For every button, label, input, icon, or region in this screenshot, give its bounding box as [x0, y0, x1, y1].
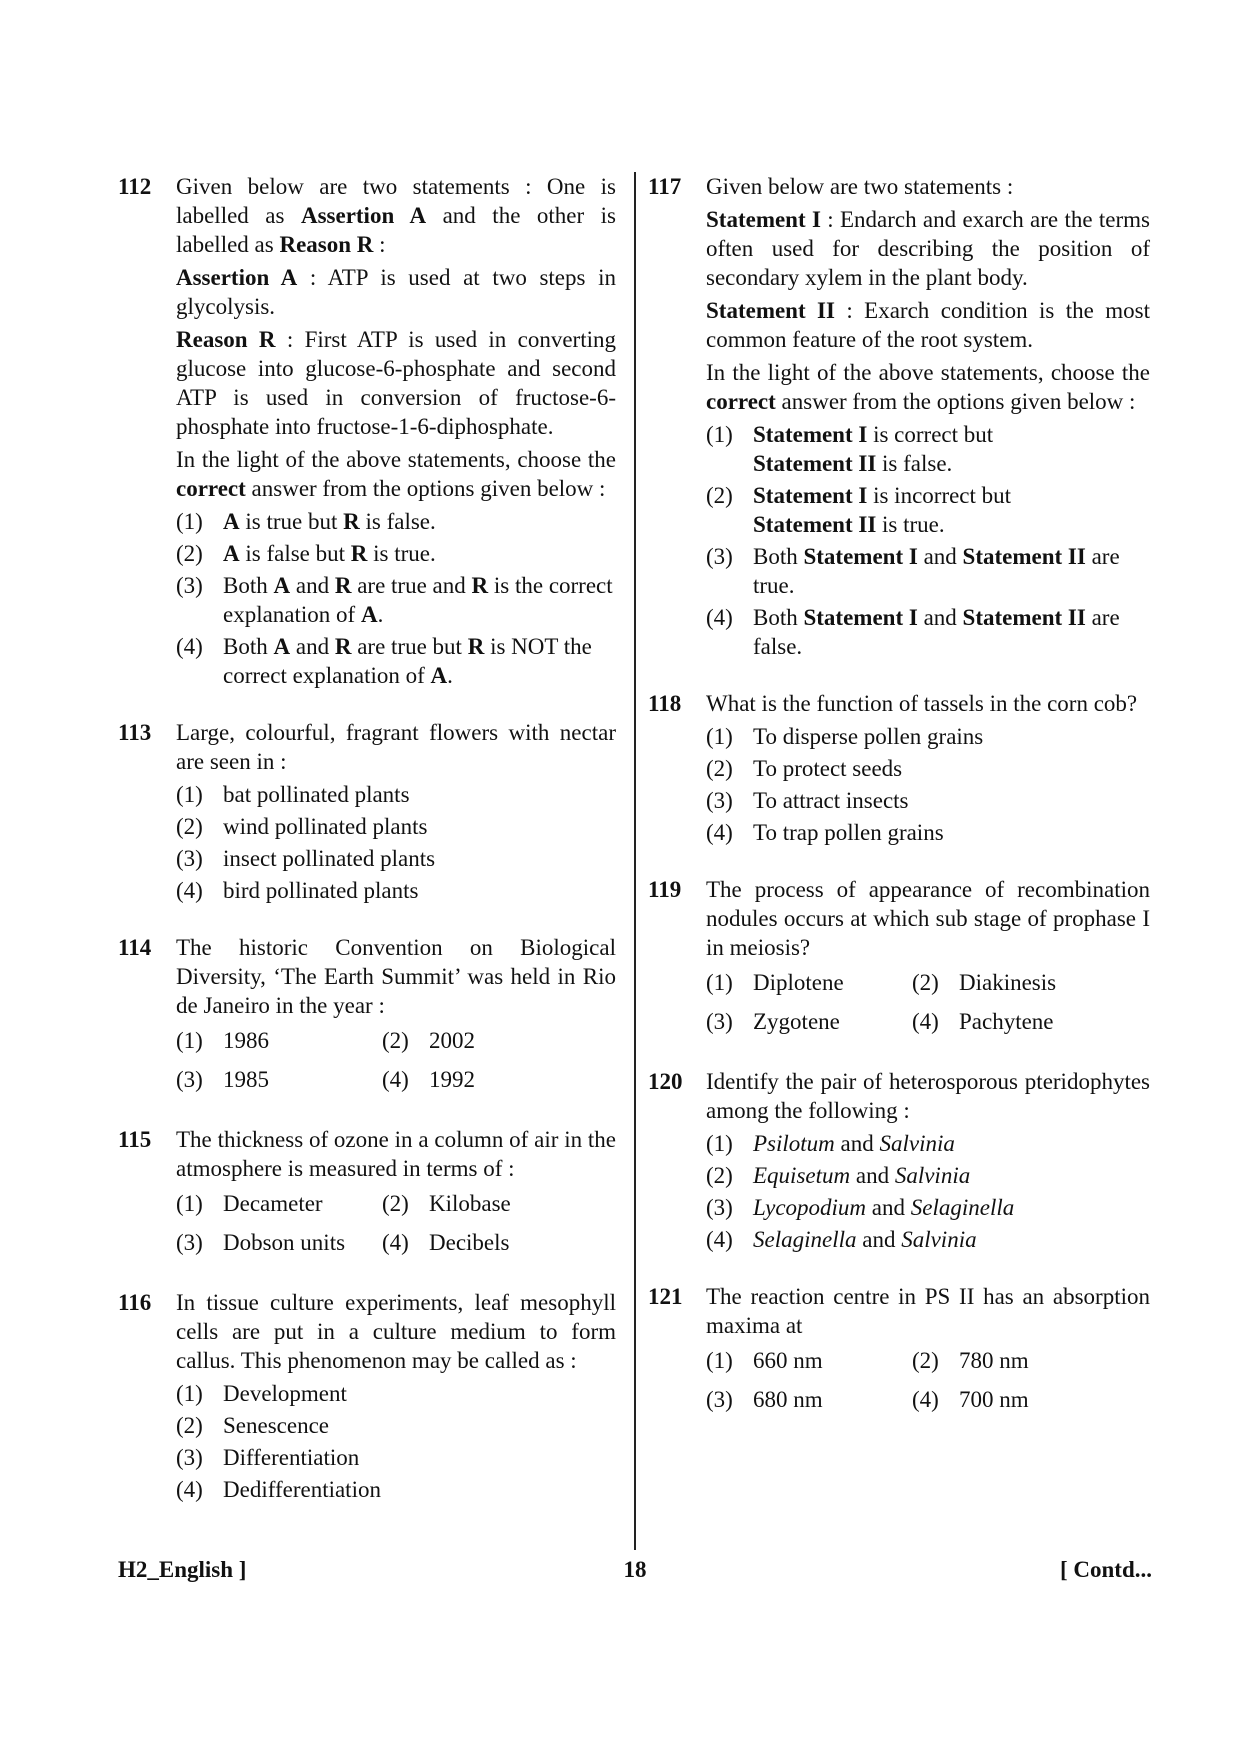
question-instruction: In the light of the above statements, choose the correct answer from the options given below : — [176, 447, 616, 501]
option-3[interactable]: (3) Both A and R are true and R is the correct explanation of A. — [176, 573, 613, 627]
option-2[interactable]: (2) Equisetum and Salvinia — [706, 1163, 971, 1188]
option-1[interactable]: (1) Diplotene — [706, 970, 844, 995]
option-1[interactable]: (1) To disperse pollen grains — [706, 724, 984, 749]
reason-text: Reason R : First ATP is used in converting glucose into glucose-6-phosphate and second ATP is used in conversion of fructose-6-phosphate into fructose-1-6-diphosphate. — [176, 327, 616, 439]
footer-page-number: 18 — [623, 1557, 647, 1582]
question-number: 121 — [648, 1284, 683, 1309]
question-118 — [648, 689, 1150, 847]
option-2[interactable]: (2) To protect seeds — [706, 756, 903, 781]
option-4[interactable]: (4) Selaginella and Salvinia — [706, 1227, 977, 1252]
option-4[interactable]: (4) Dedifferentiation — [176, 1477, 381, 1502]
option-3[interactable]: (3) 680 nm — [706, 1387, 823, 1412]
question-number: 118 — [648, 691, 682, 716]
option-4[interactable]: (4) Decibels — [382, 1230, 510, 1255]
option-3[interactable]: (3) Zygotene — [706, 1009, 840, 1034]
question-number: 115 — [118, 1127, 152, 1152]
question-114 — [118, 933, 616, 1097]
question-text: The historic Convention on Biological Diversity, ‘The Earth Summit’ was held in Rio de Janeiro in the year : — [176, 935, 616, 1018]
assertion-text: Assertion A : ATP is used at two steps in glycolysis. — [176, 265, 616, 319]
question-number: 113 — [118, 720, 152, 745]
question-115 — [118, 1125, 616, 1260]
option-2[interactable]: (2) A is false but R is true. — [176, 541, 436, 566]
question-instruction: In the light of the above statements, choose the correct answer from the options given below : — [706, 360, 1150, 414]
question-intro: Given below are two statements : One is labelled as Assertion A and the other is labelled as Reason R : — [176, 174, 616, 257]
option-3[interactable]: (3) Dobson units — [176, 1230, 346, 1255]
option-1[interactable]: (1) bat pollinated plants — [176, 782, 410, 807]
option-4[interactable]: (4) Both Statement I and Statement II are false. — [706, 605, 1120, 659]
left-column — [118, 172, 616, 1532]
option-1[interactable]: (1) Decameter — [176, 1191, 323, 1216]
question-number: 112 — [118, 174, 152, 199]
option-3[interactable]: (3) 1985 — [176, 1067, 269, 1092]
options-grid — [176, 1024, 616, 1097]
question-number: 114 — [118, 935, 152, 960]
option-2[interactable]: (2) Statement I is incorrect but Statement II is true. — [706, 483, 1012, 537]
question-number: 120 — [648, 1069, 683, 1094]
option-2[interactable]: (2) 780 nm — [912, 1348, 1029, 1373]
option-4[interactable]: (4) 700 nm — [912, 1387, 1029, 1412]
option-4[interactable]: (4) Pachytene — [912, 1009, 1054, 1034]
option-1[interactable]: (1) Psilotum and Salvinia — [706, 1131, 955, 1156]
question-number: 117 — [648, 174, 682, 199]
option-3[interactable]: (3) insect pollinated plants — [176, 846, 436, 871]
right-column — [648, 172, 1150, 1445]
option-1[interactable]: (1) A is true but R is false. — [176, 509, 436, 534]
footer-continued: [ Contd... — [1059, 1557, 1152, 1582]
question-text: The reaction centre in PS II has an absorption maxima at — [706, 1284, 1150, 1338]
footer-booklet-code: H2_English ] — [118, 1557, 247, 1582]
option-2[interactable]: (2) 2002 — [382, 1028, 475, 1053]
options-grid — [176, 1187, 616, 1260]
question-number: 119 — [648, 877, 682, 902]
option-1[interactable]: (1) 660 nm — [706, 1348, 823, 1373]
question-112 — [118, 172, 616, 690]
question-116 — [118, 1288, 616, 1504]
statement-2-text: Statement II : Exarch condition is the most common feature of the root system. — [706, 298, 1150, 352]
option-4[interactable]: (4) To trap pollen grains — [706, 820, 944, 845]
question-120 — [648, 1067, 1150, 1254]
question-number: 116 — [118, 1290, 152, 1315]
option-4[interactable]: (4) bird pollinated plants — [176, 878, 419, 903]
option-2[interactable]: (2) wind pollinated plants — [176, 814, 428, 839]
question-text: Identify the pair of heterosporous pteridophytes among the following : — [706, 1069, 1150, 1123]
statement-1-text: Statement I : Endarch and exarch are the terms often used for describing the position of secondary xylem in the plant body. — [706, 207, 1150, 290]
option-1[interactable]: (1) 1986 — [176, 1028, 269, 1053]
option-4[interactable]: (4) Both A and R are true but R is NOT the correct explanation of A. — [176, 634, 592, 688]
question-intro: Given below are two statements : — [706, 174, 1014, 199]
question-119 — [648, 875, 1150, 1039]
question-text: The thickness of ozone in a column of air in the atmosphere is measured in terms of : — [176, 1127, 616, 1181]
option-2[interactable]: (2) Diakinesis — [912, 970, 1057, 995]
option-2[interactable]: (2) Kilobase — [382, 1191, 511, 1216]
question-113 — [118, 718, 616, 905]
question-text: The process of appearance of recombination nodules occurs at which sub stage of prophase I in meiosis? — [706, 877, 1150, 960]
question-text: What is the function of tassels in the corn cob? — [706, 691, 1138, 716]
question-121 — [648, 1282, 1150, 1417]
column-divider — [634, 172, 636, 1550]
option-2[interactable]: (2) Senescence — [176, 1413, 329, 1438]
question-text: Large, colourful, fragrant flowers with nectar are seen in : — [176, 720, 616, 774]
option-3[interactable]: (3) Lycopodium and Selaginella — [706, 1195, 1015, 1220]
option-4[interactable]: (4) 1992 — [382, 1067, 475, 1092]
question-117 — [648, 172, 1150, 661]
option-3[interactable]: (3) To attract insects — [706, 788, 909, 813]
option-1[interactable]: (1) Statement I is correct but Statement II is false. — [706, 422, 994, 476]
option-1[interactable]: (1) Development — [176, 1381, 347, 1406]
options-grid — [706, 966, 1150, 1039]
option-3[interactable]: (3) Both Statement I and Statement II are true. — [706, 544, 1120, 598]
question-text: In tissue culture experiments, leaf mesophyll cells are put in a culture medium to form callus. This phenomenon may be called as : — [176, 1290, 616, 1373]
options-grid — [706, 1344, 1150, 1417]
option-3[interactable]: (3) Differentiation — [176, 1445, 360, 1470]
